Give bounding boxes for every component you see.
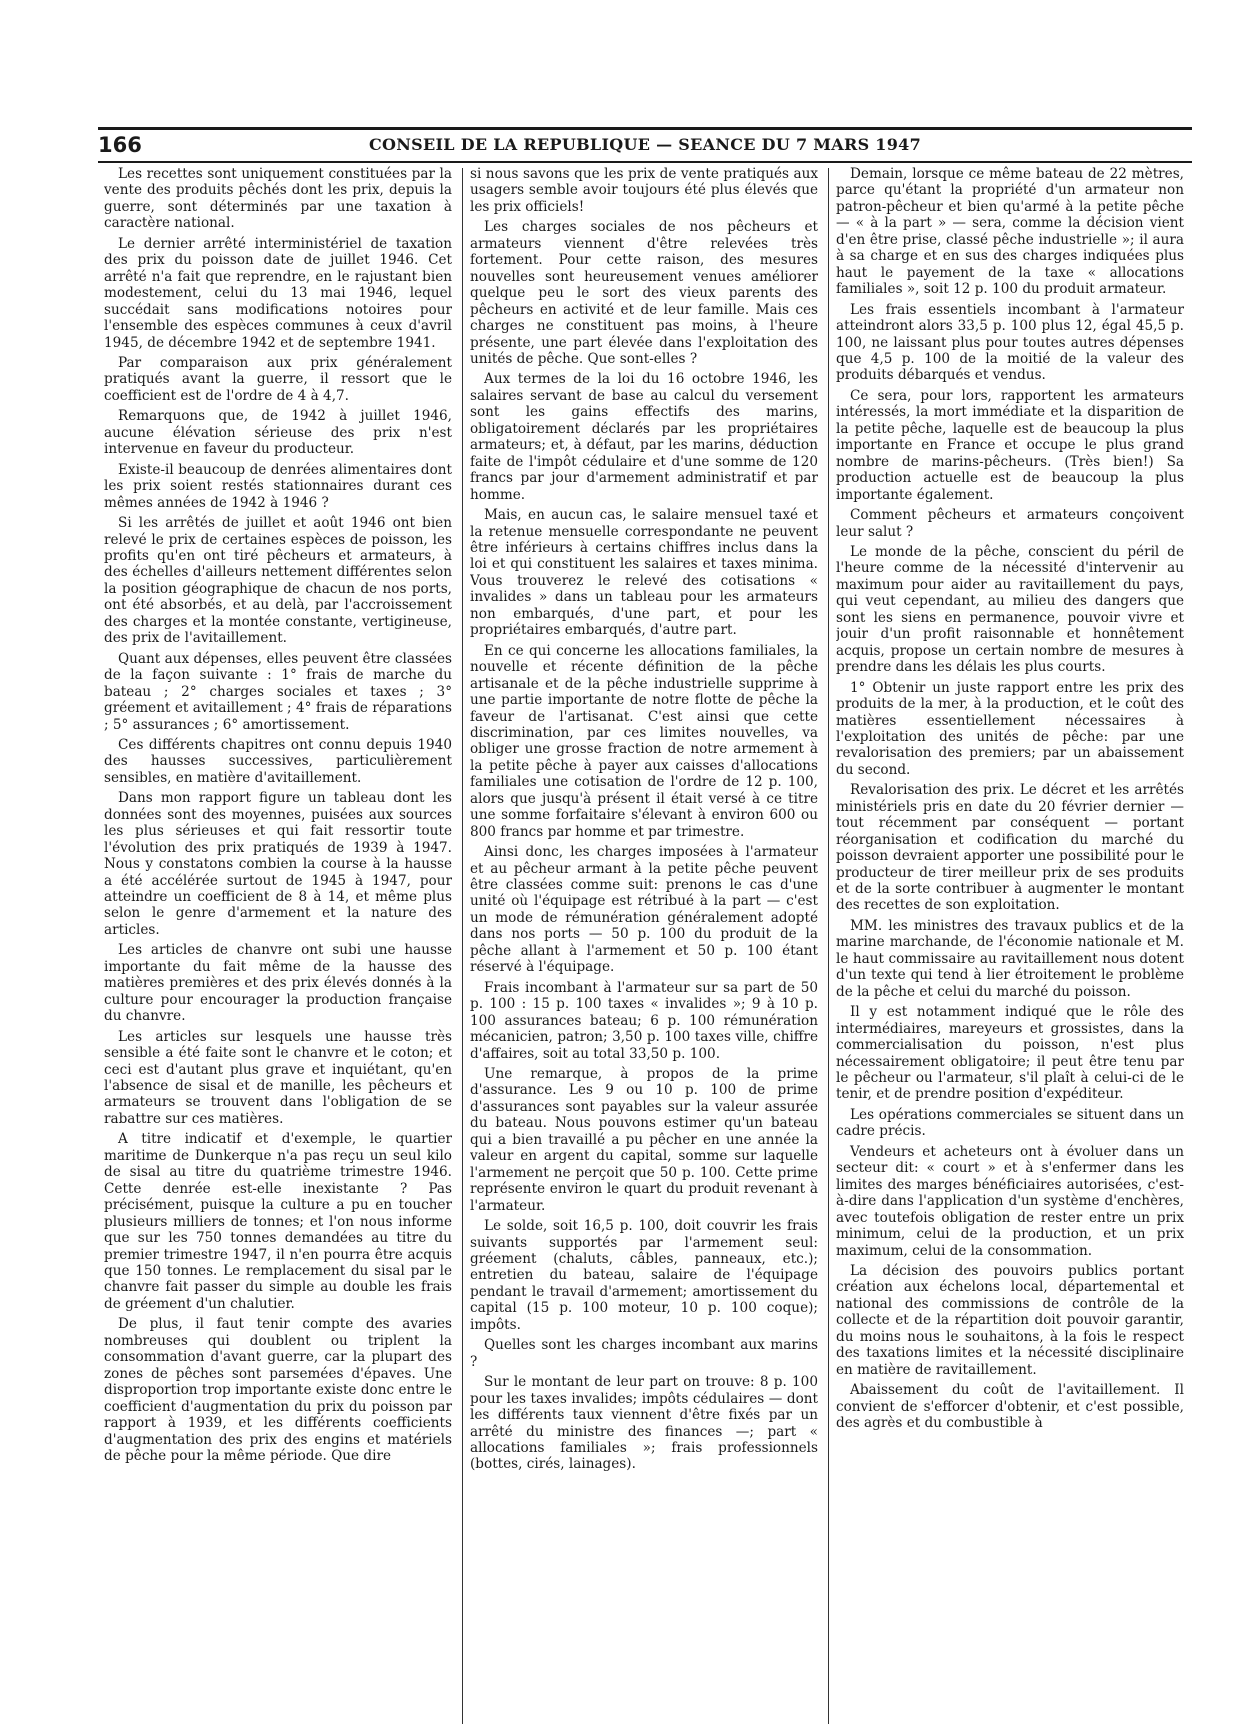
paragraph: Les frais essentiels incombant à l'armateur atteindront alors 33,5 p. 100 plus 12, égal 45,5 p. 100, ne laissant plus pour toutes autres dépenses que 4,5 p. 100 de la moitié de la valeur des produits débarqués et vendus. (836, 301, 1184, 384)
paragraph: Si les arrêtés de juillet et août 1946 ont bien relevé le prix de certaines espèces de poisson, les profits qu'en ont tiré pêcheurs et armateurs, à des échelles d'ailleurs nettement différentes selon la position géographique de chacun de nos ports, ont été absorbés, et au delà, par l'accroissement des charges et la montée constante, vertigineuse, des prix de l'avitaillement. (104, 515, 452, 647)
paragraph: Sur le montant de leur part on trouve: 8 p. 100 pour les taxes invalides; impôts cédulaires — dont les différents taux viennent d'être fixés par un arrêté du ministre des finances —; part « allocations familiales »; frais professionnels (bottes, cirés, lainages). (470, 1374, 818, 1473)
text-columns (104, 166, 1184, 1726)
paragraph: Le monde de la pêche, conscient du péril de l'heure comme de la nécessité d'intervenir au maximum pour aider au ravitaillement du pays, qui veut cependant, au milieu des dangers que sont les siens en permanence, pouvoir vivre et jouir d'un profit raisonnable et honnêtement acquis, propose un certain nombre de mesures à prendre dans les délais les plus courts. (836, 543, 1184, 676)
paragraph: Dans mon rapport figure un tableau dont les données sont des moyennes, puisées aux sources les plus sérieuses et qui fait ressortir toute l'évolution des prix pratiqués de 1939 à 1947. Nous y constatons combien la course à la hausse a été accélérée surtout de 1945 à 1947, pour atteindre un coefficient de 8 à 14, et même plus selon le genre d'armement et la nature des articles. (104, 790, 452, 938)
paragraph: Les charges sociales de nos pêcheurs et armateurs viennent d'être relevées très fortement. Pour cette raison, des mesures nouvelles sont heureusement venues améliorer quelque peu le sort des vieux parents des pêcheurs en activité et de leur famille. Mais ces charges ne constituent pas moins, à l'heure présente, une part élevée dans l'exploitation des unités de pêche. Que sont-elles ? (470, 219, 818, 367)
paragraph: En ce qui concerne les allocations familiales, la nouvelle et récente définition de la pêche artisanale et de la pêche industrielle supprime à une partie importante de notre flotte de pêche la faveur de l'artisanat. C'est ainsi que cette discrimination, par ces limites nouvelles, va obliger une grosse fraction de notre armement à la petite pêche à payer aux caisses d'allocations familiales une cotisation de l'ordre de 12 p. 100, alors que jusqu'à présent il était versé à ce titre une somme forfaitaire s'élevant à environ 600 ou 800 francs par homme et par trimestre. (470, 642, 818, 840)
top-rule (98, 127, 1192, 130)
paragraph: Le dernier arrêté interministériel de taxation des prix du poisson date de juillet 1946. Cet arrêté n'a fait que reprendre, en le rajustant bien modestement, celui du 13 mai 1946, lequel succédait sans modifications notoires pour l'ensemble des espèces communes à ceux d'avril 1945, de décembre 1942 et de septembre 1941. (104, 235, 452, 351)
paragraph: Demain, lorsque ce même bateau de 22 mètres, parce qu'étant la propriété d'un armateur non patron-pêcheur et bien qu'armé à la petite pêche — « à la part » — sera, comme la décision vient d'en être prise, classé pêche industrielle »; il aura à sa charge et en sus des charges indiquées plus haut le payement de la taxe « allocations familiales », soit 12 p. 100 du produit armateur. (836, 166, 1184, 298)
paragraph: Abaissement du coût de l'avitaillement. Il convient de s'efforcer d'obtenir, et c'est possible, des agrès et du combustible à (836, 1382, 1184, 1432)
paragraph: Remarquons que, de 1942 à juillet 1946, aucune élévation sérieuse des prix n'est intervenue en faveur du producteur. (104, 408, 452, 458)
column-2 (470, 166, 818, 1724)
paragraph: Les articles de chanvre ont subi une hausse importante du fait même de la hausse des matières premières et des prix élevés donnés à la culture pour encourager la production française du chanvre. (104, 942, 452, 1025)
paragraph: Par comparaison aux prix généralement pratiqués avant la guerre, il ressort que le coefficient est de l'ordre de 4 à 4,7. (104, 354, 452, 404)
paragraph: Vendeurs et acheteurs ont à évoluer dans un secteur dit: « court » et à s'enfermer dans les limites des marges bénéficiaires autorisées, c'est-à-dire dans l'application d'un système d'enchères, avec toutefois obligation de rester entre un prix minimum, celui de la production, et un prix maximum, celui de la consommation. (836, 1143, 1184, 1259)
column-3 (836, 166, 1184, 1724)
paragraph: Ces différents chapitres ont connu depuis 1940 des hausses successives, particulièrement sensibles, en matière d'avitaillement. (104, 736, 452, 786)
paragraph: Les opérations commerciales se situent dans un cadre précis. (836, 1106, 1184, 1140)
page-header (98, 133, 1192, 159)
paragraph: Il y est notamment indiqué que le rôle des intermédiaires, mareyeurs et grossistes, dans la commercialisation du poisson, n'est plus nécessairement obligatoire; il peut être tenu par le pêcheur ou l'armateur, s'il plaît à celui-ci de le tenir, et de prendre position d'expéditeur. (836, 1004, 1184, 1103)
paragraph: De plus, il faut tenir compte des avaries nombreuses qui doublent ou triplent la consommation d'avant guerre, car la plupart des zones de pêches sont parsemées d'épaves. Une disproportion trop importante existe donc entre le coefficient d'augmentation du prix du poisson par rapport à 1939, et les différents coefficients d'augmentation des prix des engins et matériels de pêche pour la même période. Que dire (104, 1316, 452, 1464)
column-1 (104, 166, 452, 1724)
paragraph: Existe-il beaucoup de denrées alimentaires dont les prix soient restés stationnaires durant ces mêmes années de 1942 à 1946 ? (104, 461, 452, 511)
paragraph: Aux termes de la loi du 16 octobre 1946, les salaires servant de base au calcul du versement sont les gains effectifs des marins, obligatoirement déclarés par les propriétaires armateurs; et, à défaut, par les marins, déduction faite de l'impôt cédulaire et d'une somme de 120 francs par jour d'armement administratif et par homme. (470, 371, 818, 503)
paragraph: 1° Obtenir un juste rapport entre les prix des produits de la mer, à la production, et le coût des matières essentiellement nécessaires à l'exploitation des unités de pêche: par une revalorisation des premiers; par un abaissement du second. (836, 679, 1184, 778)
paragraph: Quelles sont les charges incombant aux marins ? (470, 1337, 818, 1370)
paragraph: Une remarque, à propos de la prime d'assurance. Les 9 ou 10 p. 100 de prime d'assurances sont payables sur la valeur assurée du bateau. Nous pouvons estimer qu'un bateau qui a bien travaillé a pu pêcher en une année la valeur en argent du capital, somme sur laquelle l'armement ne perçoit que 50 p. 100. Cette prime représente environ le quart du produit revenant à l'armateur. (470, 1066, 818, 1214)
paragraph: MM. les ministres des travaux publics et de la marine marchande, de l'économie nationale et M. le haut commissaire au ravitaillement nous dotent d'un texte qui tend à lier étroitement le problème de la pêche et celui du marché du poisson. (836, 917, 1184, 1000)
paragraph: Les recettes sont uniquement constituées par la vente des produits pêchés dont les prix, depuis la guerre, sont déterminés par une taxation à caractère national. (104, 166, 452, 232)
paragraph: Le solde, soit 16,5 p. 100, doit couvrir les frais suivants supportés par l'armement seul: gréement (chaluts, câbles, panneaux, etc.); entretien du bateau, salaire de l'équipage pendant le travail d'armement; amortissement du capital (15 p. 100 moteur, 10 p. 100 coque); impôts. (470, 1218, 818, 1333)
paragraph: A titre indicatif et d'exemple, le quartier maritime de Dunkerque n'a pas reçu un seul kilo de sisal au titre du quatrième trimestre 1946. Cette denrée est-elle inexistante ? Pas précisément, puisque la culture a pu en toucher plusieurs milliers de tonnes; et l'on nous informe que sur les 750 tonnes demandées au titre du premier trimestre 1947, il n'en pourra être acquis que 150 tonnes. Le remplacement du sisal par le chanvre fait passer du simple au double les frais de gréement d'un chalutier. (104, 1131, 452, 1312)
paragraph: Les articles sur lesquels une hausse très sensible a été faite sont le chanvre et le coton; et ceci est d'autant plus grave et inquiétant, qu'en l'absence de sisal et de manille, les pêcheurs et armateurs se trouvent dans l'obligation de se rabattre sur ces matières. (104, 1028, 452, 1127)
paragraph: Ainsi donc, les charges imposées à l'armateur et au pêcheur armant à la petite pêche peuvent être classées comme suit: prenons le cas d'une unité où l'équipage est rétribué à la part — c'est un mode de rémunération généralement adopté dans nos ports — 50 p. 100 du produit de la pêche allant à l'armement et 50 p. 100 étant réservé à l'équipage. (470, 844, 818, 976)
paragraph: Revalorisation des prix. Le décret et les arrêtés ministériels pris en date du 20 février dernier — tout récemment par conséquent — portant réorganisation et codification du marché du poisson devraient apporter une possibilité pour le producteur de tirer meilleur prix de ses produits et de la sorte contribuer à augmenter le montant des recettes de son exploitation. (836, 782, 1184, 914)
paragraph: Frais incombant à l'armateur sur sa part de 50 p. 100 : 15 p. 100 taxes « invalides »; 9 à 10 p. 100 assurances bateau; 6 p. 100 rémunération mécanicien, patron; 3,50 p. 100 taxes ville, chiffre d'affaires, soit au total 33,50 p. 100. (470, 979, 818, 1062)
paragraph: Comment pêcheurs et armateurs conçoivent leur salut ? (836, 507, 1184, 540)
paragraph: si nous savons que les prix de vente pratiqués aux usagers semble avoir toujours été plus élevés que les prix officiels! (470, 166, 818, 215)
header-rule (98, 161, 1192, 163)
paragraph: Mais, en aucun cas, le salaire mensuel taxé et la retenue mensuelle correspondante ne peuvent être inférieurs à certains chiffres inclus dans la loi et qui constituent les salaires et taxes minima. Vous trouverez le relevé des cotisations « invalides » dans un tableau pour les armateurs non embarqués, d'une part, et pour les propriétaires embarqués, d'autre part. (470, 507, 818, 639)
paragraph: Ce sera, pour lors, rapportent les armateurs intéressés, la mort immédiate et la disparition de la petite pêche, laquelle est de beaucoup la plus importante en France et occupe le plus grand nombre de marins-pêcheurs. (Très bien!) Sa production actuelle est de beaucoup la plus importante également. (836, 387, 1184, 503)
paragraph: La décision des pouvoirs publics portant création aux échelons local, départemental et national des commissions de contrôle de la collecte et de la répartition doit pouvoir garantir, du moins nous le souhaitons, à la fois le respect des taxations limites et la nécessité disciplinaire en matière de ravitaillement. (836, 1263, 1184, 1378)
page-number: 166 (98, 133, 142, 157)
paragraph: Quant aux dépenses, elles peuvent être classées de la façon suivante : 1° frais de marche du bateau ; 2° charges sociales et taxes ; 3° gréement et avitaillement ; 4° frais de réparations ; 5° assurances ; 6° amortissement. (104, 650, 452, 733)
header-title: CONSEIL DE LA REPUBLIQUE — SEANCE DU 7 MARS 1947 (368, 135, 922, 154)
